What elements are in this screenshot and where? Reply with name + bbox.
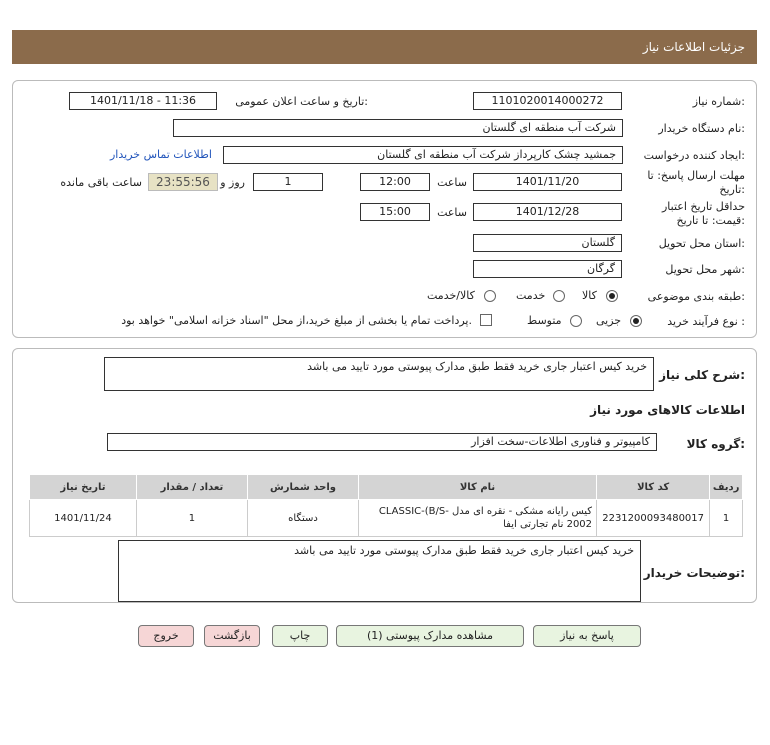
view-attachments-button[interactable]: مشاهده مدارک پيوستی (1) xyxy=(336,625,524,647)
deadline-date-field: 1401/11/20 xyxy=(473,173,622,191)
cell-date: 1401/11/24 xyxy=(30,500,137,537)
city-label: شهر محل تحويل: xyxy=(665,263,745,276)
province-label: استان محل تحويل: xyxy=(658,237,745,250)
need-number-label: شماره نياز: xyxy=(692,95,745,108)
buyer-contact-link[interactable]: اطلاعات تماس خريدار xyxy=(110,148,212,161)
cell-qty: 1 xyxy=(136,500,247,537)
validity-label xyxy=(662,200,745,228)
category-radio-goods[interactable] xyxy=(606,290,618,302)
buyer-desc-field: خريد کيس اعتبار جاری خريد فقط طبق مدارک پيوستی مورد تاييد می باشد xyxy=(118,540,641,602)
category-option-goods-service: کالا/خدمت xyxy=(427,289,475,302)
category-option-service: خدمت xyxy=(516,289,546,302)
exit-button[interactable]: خروج xyxy=(138,625,194,647)
col-header-row-no: رديف xyxy=(710,475,743,500)
cell-name: کيس رايانه مشکی - نقره ای مدل CLASSIC-(B/S-2002 نام تجارتی ايفا xyxy=(359,500,597,537)
buyer-org-field: شرکت آب منطقه ای گلستان xyxy=(173,119,623,137)
remaining-timer: 23:55:56 xyxy=(148,173,218,191)
page-title: جزئيات اطلاعات نياز xyxy=(642,40,745,54)
requester-field: جمشيد چشک کارپرداز شرکت آب منطقه ای گلستان xyxy=(223,146,623,164)
goods-group-field: کامپيوتر و فناوری اطلاعات-سخت افزار xyxy=(107,433,657,451)
table-header-row xyxy=(30,475,743,500)
back-button[interactable]: بازگشت xyxy=(204,625,260,647)
treasury-payment-checkbox[interactable] xyxy=(480,314,492,326)
deadline-label-line1: مهلت ارسال پاسخ: تا xyxy=(647,169,745,182)
cell-unit: دستگاه xyxy=(247,500,358,537)
goods-table xyxy=(29,474,743,537)
requester-label: ايجاد کننده درخواست: xyxy=(643,149,745,162)
remaining-label: ساعت باقی مانده xyxy=(60,176,142,189)
purchase-option-medium: متوسط xyxy=(527,314,562,327)
summary-field: خريد کيس اعتبار جاری خريد فقط طبق مدارک پيوستی مورد تاييد می باشد xyxy=(104,357,654,391)
announce-date-field: 1401/11/18 - 11:36 xyxy=(69,92,217,110)
validity-date-field: 1401/12/28 xyxy=(473,203,622,221)
treasury-payment-note: پرداخت تمام يا بخشی از مبلغ خريد،از محل "اسناد خزانه اسلامی" خواهد بود. xyxy=(121,314,472,327)
validity-label-line2: قيمت: تا تاريخ: xyxy=(676,214,745,227)
validity-label-line1: حداقل تاريخ اعتبار xyxy=(661,200,745,213)
deadline-time-field: 12:00 xyxy=(360,173,430,191)
need-number-field: 1101020014000272 xyxy=(473,92,622,110)
city-field: گرگان xyxy=(473,260,622,278)
buyer-org-label: نام دستگاه خريدار: xyxy=(658,122,745,135)
reply-button[interactable]: پاسخ به نياز xyxy=(533,625,641,647)
category-label: طبقه بندی موضوعی: xyxy=(647,290,745,303)
col-header-qty: تعداد / مقدار xyxy=(136,475,247,500)
cell-row-no: 1 xyxy=(710,500,743,537)
validity-time-field: 15:00 xyxy=(360,203,430,221)
summary-label: شرح کلی نياز: xyxy=(659,368,745,382)
days-label: روز و xyxy=(220,176,245,189)
goods-group-label: گروه کالا: xyxy=(686,437,745,451)
category-radio-service[interactable] xyxy=(553,290,565,302)
table-row xyxy=(30,500,743,537)
page-header xyxy=(12,30,757,64)
buyer-desc-label: توضيحات خريدار: xyxy=(643,566,745,580)
col-header-date: تاريخ نياز xyxy=(30,475,137,500)
cell-code: 2231200093480017 xyxy=(597,500,710,537)
deadline-time-label: ساعت xyxy=(437,176,467,189)
category-radio-goods-service[interactable] xyxy=(484,290,496,302)
province-field: گلستان xyxy=(473,234,622,252)
purchase-type-label: نوع فرآيند خريد : xyxy=(667,315,745,328)
col-header-code: کد کالا xyxy=(597,475,710,500)
purchase-radio-minor[interactable] xyxy=(630,315,642,327)
purchase-option-minor: جزيی xyxy=(596,314,622,327)
goods-info-title: اطلاعات کالاهای مورد نياز xyxy=(590,403,745,417)
col-header-unit: واحد شمارش xyxy=(247,475,358,500)
category-option-goods: کالا xyxy=(582,289,597,302)
purchase-radio-medium[interactable] xyxy=(570,315,582,327)
print-button[interactable]: چاپ xyxy=(272,625,328,647)
announce-date-label: تاريخ و ساعت اعلان عمومی: xyxy=(235,95,368,108)
deadline-label-line2: تاريخ: xyxy=(719,183,745,196)
deadline-label xyxy=(647,169,745,197)
col-header-name: نام کالا xyxy=(359,475,597,500)
validity-time-label: ساعت xyxy=(437,206,467,219)
days-field: 1 xyxy=(253,173,323,191)
